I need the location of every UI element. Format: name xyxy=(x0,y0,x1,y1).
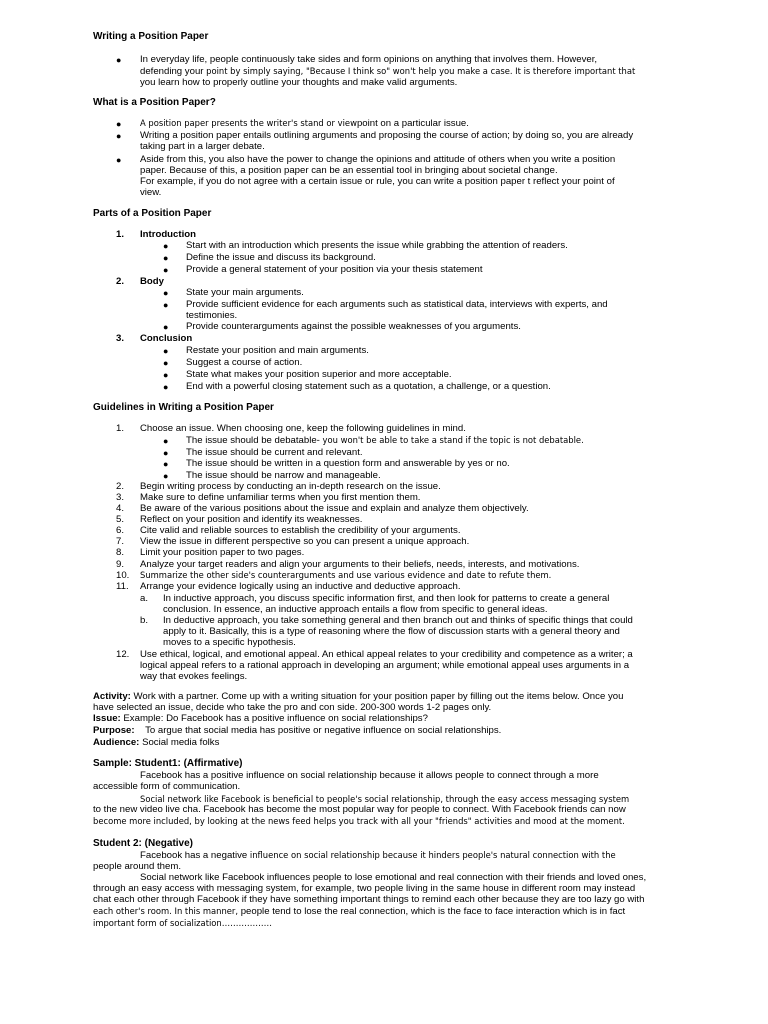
bullet: ● xyxy=(163,382,169,392)
bullet: ● xyxy=(163,436,169,446)
what-bullet-3: For example, if you do not agree with a certain issue or rule, you can write a position paper t reflect your point of xyxy=(140,176,615,187)
part-item: Provide counterarguments against the possible weaknesses of you arguments. xyxy=(186,321,521,332)
what-bullet-3: Aside from this, you also have the power to change the opinions and attitude of others when you write a position xyxy=(140,154,616,165)
guide-number: 5. xyxy=(116,514,125,525)
audience-line: Audience: Social media folks xyxy=(93,737,220,748)
guide-item: Use ethical, logical, and emotional appeal. An ethical appeal relates to your credibility and competence as a writer; a xyxy=(140,649,633,660)
sample1-text: Facebook has a positive influence on social relationship because it allows people to connect through a more xyxy=(140,770,599,781)
guide-subitem: apply to it. Basically, this is a type of reasoning where the flow of discussion starts with a general theory and xyxy=(163,626,620,637)
bullet: ● xyxy=(116,155,122,165)
part-title: Body xyxy=(140,276,164,287)
sample1-text: become more included, by looking at the news feed helps you track with all your "friends" activities and mood at the moment. xyxy=(93,816,625,826)
guide-item: Choose an issue. When choosing one, keep the following guidelines in mind. xyxy=(140,423,466,434)
guide-number: 12. xyxy=(116,649,130,660)
sample2-text: Social network like Facebook influences people to lose emotional and real connection with their friends and loved ones, xyxy=(140,872,647,883)
what-bullet-2: taking part in a larger debate. xyxy=(140,141,265,152)
guide-number: 4. xyxy=(116,503,125,514)
guide-item: Begin writing process by conducting an in-depth research on the issue. xyxy=(140,481,441,492)
bullet: ● xyxy=(163,241,169,251)
sample2-text: Facebook has a negative influence on social relationship because it hinders people's natural connection with the xyxy=(140,850,616,861)
bullet: ● xyxy=(163,265,169,275)
page-title: Writing a Position Paper xyxy=(93,31,209,42)
sample1-text: accessible form of communication. xyxy=(93,781,241,792)
guide-subitem: conclusion. In essence, an inductive approach entails a flow from specific to general ideas. xyxy=(163,604,548,615)
part-item: Provide sufficient evidence for each arguments such as statistical data, interviews with experts, and xyxy=(186,299,608,310)
guide-item: Limit your position paper to two pages. xyxy=(140,547,305,558)
part-title: Introduction xyxy=(140,229,196,240)
what-bullet-3: view. xyxy=(140,187,162,198)
bullet: ● xyxy=(116,131,122,141)
part-item: State what makes your position superior and more acceptable. xyxy=(186,369,452,380)
guide-letter: a. xyxy=(140,593,149,604)
what-heading: What is a Position Paper? xyxy=(93,97,216,108)
guide-number: 1. xyxy=(116,423,125,434)
sample2-text: each other's room. In this manner, people tend to lose the real connection, which is the face to face interaction which is in fact xyxy=(93,906,626,917)
bullet: ● xyxy=(163,370,169,380)
purpose-line: Purpose: To argue that social media has positive or negative influence on social relationships. xyxy=(93,725,502,736)
what-bullet-1: A position paper presents the writer's stand or viewpoint on a particular issue. xyxy=(140,118,469,129)
guide-item: Make sure to define unfamiliar terms when you first mention them. xyxy=(140,492,421,503)
bullet: ● xyxy=(163,346,169,356)
what-bullet-2: Writing a position paper entails outlining arguments and proposing the course of action; by doing so, you are already xyxy=(140,130,634,141)
parts-heading: Parts of a Position Paper xyxy=(93,208,212,219)
guide-subitem: The issue should be debatable- you won't be able to take a stand if the topic is not debatable. xyxy=(186,435,584,446)
part-number: 3. xyxy=(116,333,125,344)
bullet: ● xyxy=(163,288,169,298)
bullet: ● xyxy=(116,55,122,65)
intro-line: In everyday life, people continuously take sides and form opinions on anything that involves them. However, xyxy=(140,54,598,65)
bullet: ● xyxy=(163,471,169,481)
part-item: Restate your position and main arguments. xyxy=(186,345,369,356)
guide-item: logical appeal refers to a rational approach in developing an argument; while emotional appeal uses arguments in a xyxy=(140,660,630,671)
guide-item: Cite valid and reliable sources to establish the credibility of your arguments. xyxy=(140,525,461,536)
guide-number: 10. xyxy=(116,570,130,581)
part-item: State your main arguments. xyxy=(186,287,304,298)
sample2-heading: Student 2: (Negative) xyxy=(93,838,194,849)
bullet: ● xyxy=(163,300,169,310)
guidelines-heading: Guidelines in Writing a Position Paper xyxy=(93,402,274,413)
guide-item: Be aware of the various positions about the issue and explain and analyze them objectively. xyxy=(140,503,529,514)
bullet: ● xyxy=(163,322,169,332)
sample2-text: chat each other through Facebook if they have something important things to remind each other because they are too lazy go with xyxy=(93,894,645,905)
guide-item: View the issue in different perspective so you can present a unique approach. xyxy=(140,536,470,547)
part-item: Provide a general statement of your position via your thesis statement xyxy=(186,264,483,275)
bullet: ● xyxy=(163,358,169,368)
part-item: Start with an introduction which presents the issue while grabbing the attention of readers. xyxy=(186,240,568,251)
guide-subitem: In inductive approach, you discuss specific information first, and then look for patterns to create a general xyxy=(163,593,610,604)
guide-number: 7. xyxy=(116,536,125,547)
guide-item: Arrange your evidence logically using an inductive and deductive approach. xyxy=(140,581,461,592)
sample2-text: people around them. xyxy=(93,861,182,872)
what-bullet-3: paper. Because of this, a position paper can be an essential tool in bringing about societal change. xyxy=(140,165,558,176)
guide-subitem: The issue should be current and relevant. xyxy=(186,447,363,458)
guide-subitem: The issue should be written in a question form and answerable by yes or no. xyxy=(186,458,510,469)
sample1-text: Social network like Facebook is beneficial to people's social relationship, through the easy access messaging system xyxy=(140,794,630,804)
guide-number: 3. xyxy=(116,492,125,503)
part-item: Suggest a course of action. xyxy=(186,357,303,368)
guide-item: Summarize the other side's counterarguments and use various evidence and date to refute them. xyxy=(140,570,552,580)
guide-letter: b. xyxy=(140,615,149,626)
guide-number: 2. xyxy=(116,481,125,492)
guide-subitem: The issue should be narrow and manageable. xyxy=(186,470,381,481)
intro-line: you learn how to properly outline your thoughts and make valid arguments. xyxy=(140,77,458,88)
guide-item: way that evokes feelings. xyxy=(140,671,248,682)
part-number: 1. xyxy=(116,229,125,240)
part-item: Define the issue and discuss its background. xyxy=(186,252,376,263)
guide-number: 11. xyxy=(116,581,129,592)
sample2-text: through an easy access with messaging system, for example, two people living in the same house in different room may instead xyxy=(93,883,636,894)
part-item: End with a powerful closing statement such as a quotation, a challenge, or a question. xyxy=(186,381,551,392)
guide-item: Analyze your target readers and align your arguments to their beliefs, needs, interests, and motivations. xyxy=(140,559,580,570)
issue-line: Issue: Example: Do Facebook has a positive influence on social relationships? xyxy=(93,713,428,724)
guide-number: 9. xyxy=(116,559,125,570)
activity-line: Activity: Work with a partner. Come up with a writing situation for your position paper by filling out the items below. Once you xyxy=(93,691,624,702)
guide-number: 6. xyxy=(116,525,125,536)
bullet: ● xyxy=(163,253,169,263)
bullet: ● xyxy=(116,119,122,129)
sample1-heading: Sample: Student1: (Affirmative) xyxy=(93,758,243,769)
guide-subitem: moves to a specific hypothesis. xyxy=(163,637,296,648)
bullet: ● xyxy=(163,448,169,458)
guide-number: 8. xyxy=(116,547,125,558)
bullet: ● xyxy=(163,459,169,469)
part-title: Conclusion xyxy=(140,333,193,344)
part-item: testimonies. xyxy=(186,310,238,321)
guide-item: Reflect on your position and identify its weaknesses. xyxy=(140,514,363,525)
part-number: 2. xyxy=(116,276,125,287)
sample1-text: to the new video live cha. Facebook has become the most popular way for people to connect. With Facebook friends can now xyxy=(93,804,626,815)
intro-line: defending your point by simply saying, "Because I think so" won't help you make a case. It is therefore important that xyxy=(140,66,636,77)
guide-subitem: In deductive approach, you take something general and then branch out and thinks of specific things that could xyxy=(163,615,633,626)
sample2-text: important form of socialization……………… xyxy=(93,918,272,928)
activity-line: have selected an issue, decide who take the pro and con side. 200-300 words 1-2 pages only. xyxy=(93,702,492,713)
